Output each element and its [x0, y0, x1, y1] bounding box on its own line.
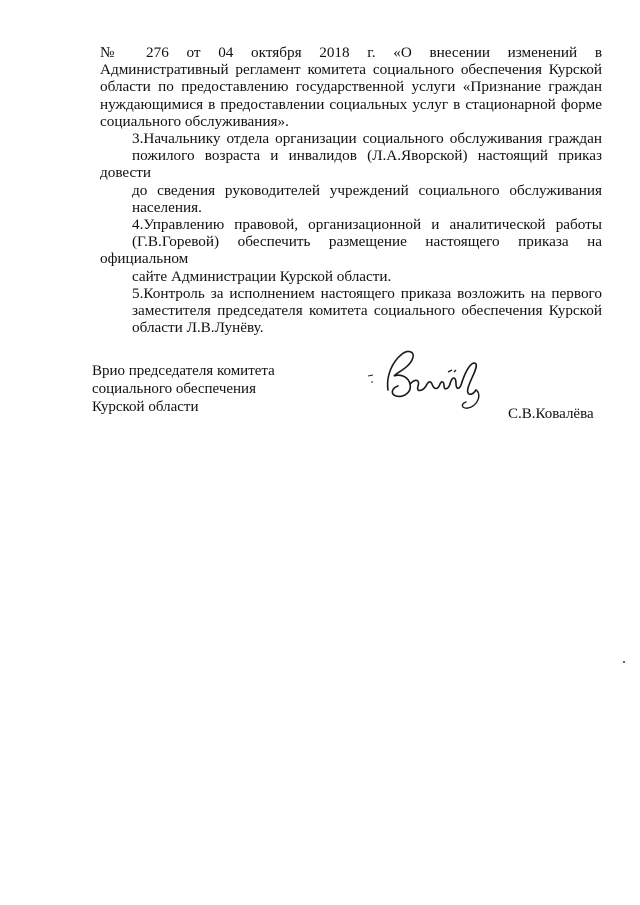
- text-line: нуждающимися в предоставлении социальных услуг в стационарной форме: [100, 95, 602, 113]
- text-line: 5.Контроль за исполнением настоящего приказа возложить на первого: [132, 284, 602, 302]
- signatory-position-line: Курской области: [92, 399, 199, 415]
- text-line: № 276 от 04 октября 2018 г. «О внесении изменений в: [100, 44, 602, 61]
- paragraph-item-5: [100, 285, 602, 337]
- handwritten-signature: [364, 346, 504, 416]
- text-line: сайте Администрации Курской области.: [132, 267, 392, 285]
- text-line: 3.Начальнику отдела организации социального обслуживания граждан: [132, 130, 602, 148]
- text-line: до сведения руководителей учреждений социального обслуживания: [132, 181, 602, 199]
- signatory-position: [92, 362, 275, 416]
- text-line: населения.: [132, 198, 202, 216]
- text-line: области Л.В.Лунёву.: [132, 319, 264, 337]
- signatory-position-line: социального обеспечения: [92, 381, 256, 397]
- paragraph-item-3: [100, 130, 602, 216]
- text-line: области по предоставлению государственной услуги «Признание граждан: [100, 78, 602, 96]
- paragraph-item-4: [100, 216, 602, 285]
- signatory-name: С.В.Ковалёва: [508, 406, 594, 422]
- signatory-position-line: Врио председателя комитета: [92, 363, 275, 379]
- text-line: (Г.В.Горевой) обеспечить размещение настоящего приказа на официальном: [100, 233, 602, 268]
- scan-speck: [623, 661, 625, 663]
- text-line: 4.Управлению правовой, организационной и аналитической работы: [132, 216, 602, 234]
- text-line: заместителя председателя комитета социального обеспечения Курской: [132, 302, 602, 320]
- paragraph-item-2-continuation: [100, 44, 602, 130]
- document-body: [100, 44, 602, 336]
- text-line: социального обслуживания».: [100, 112, 289, 130]
- text-line: пожилого возраста и инвалидов (Л.А.Яворской) настоящий приказ довести: [100, 147, 602, 182]
- text-line: Административный регламент комитета социального обеспечения Курской: [100, 61, 602, 79]
